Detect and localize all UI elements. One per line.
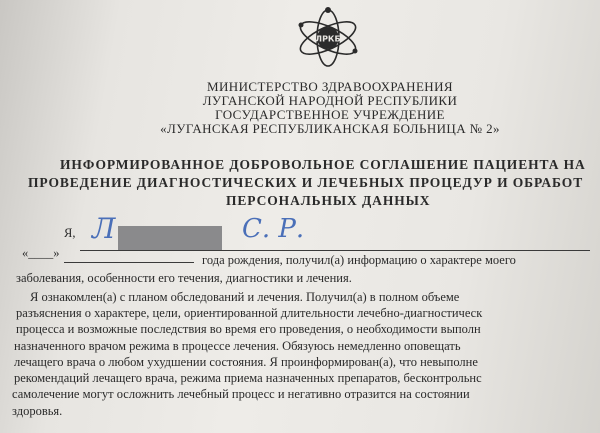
document-title-line-2: ПРОВЕДЕНИЕ ДИАГНОСТИЧЕСКИХ И ЛЕЧЕБНЫХ ПРОЦЕДУР И ОБРАБОТ [28, 175, 584, 190]
document-title-line-3: ПЕРСОНАЛЬНЫХ ДАННЫХ [226, 193, 431, 208]
name-fill-line [80, 250, 590, 251]
body-line-9: здоровья. [12, 404, 63, 418]
atom-emblem-icon [288, 4, 368, 68]
body-line-3: разъяснения о характере, цели, ориентированной длительности лечебно-диагностическ [16, 306, 483, 320]
ministry-line-2: ЛУГАНСКОЙ НАРОДНОЙ РЕСПУБЛИКИ [202, 93, 458, 108]
body-line-6: лечащего врача о любом ухудшении состояния. Я проинформирован(а), что невыполне [14, 355, 478, 369]
institution-name: «ЛУГАНСКАЯ РЕСПУБЛИКАНСКАЯ БОЛЬНИЦА № 2» [160, 121, 500, 136]
document-title-line-1: ИНФОРМИРОВАННОЕ ДОБРОВОЛЬНОЕ СОГЛАШЕНИЕ ПАЦИЕНТА НА [60, 157, 586, 172]
body-line-4: процесса и возможные последствия во время его проведения, о необходимости выполн [16, 322, 481, 336]
body-line-1: заболевания, особенности его течения, диагностики и лечения. [16, 271, 352, 285]
body-line-2: Я ознакомлен(а) с планом обследований и лечения. Получил(а) в полном объеме [30, 290, 460, 304]
handwritten-initials: С. Р. [242, 214, 305, 244]
date-fill-line [64, 262, 194, 263]
emblem-text: ЛРКБ [315, 34, 341, 44]
i-label: Я, [64, 226, 76, 240]
institution-type: ГОСУДАРСТВЕННОЕ УЧРЕЖДЕНИЕ [215, 107, 445, 122]
body-line-7: рекомендаций лечащего врача, режима приема назначенных препаратов, бесконтрольнс [14, 371, 482, 385]
redacted-name [118, 226, 222, 250]
ministry-line-1: МИНИСТЕРСТВО ЗДРАВООХРАНЕНИЯ [207, 79, 453, 94]
body-line-5: назначенного врачом режима в процессе лечения. Обязуюсь немедленно оповещать [14, 339, 461, 353]
birth-year-text: года рождения, получил(а) информацию о характере моего [202, 253, 516, 267]
date-prefix: «____» [22, 246, 60, 260]
handwritten-initial: Л [92, 212, 116, 245]
body-line-8: самолечение могут осложнить лечебный процесс и негативно отразится на состоянии [12, 387, 470, 401]
